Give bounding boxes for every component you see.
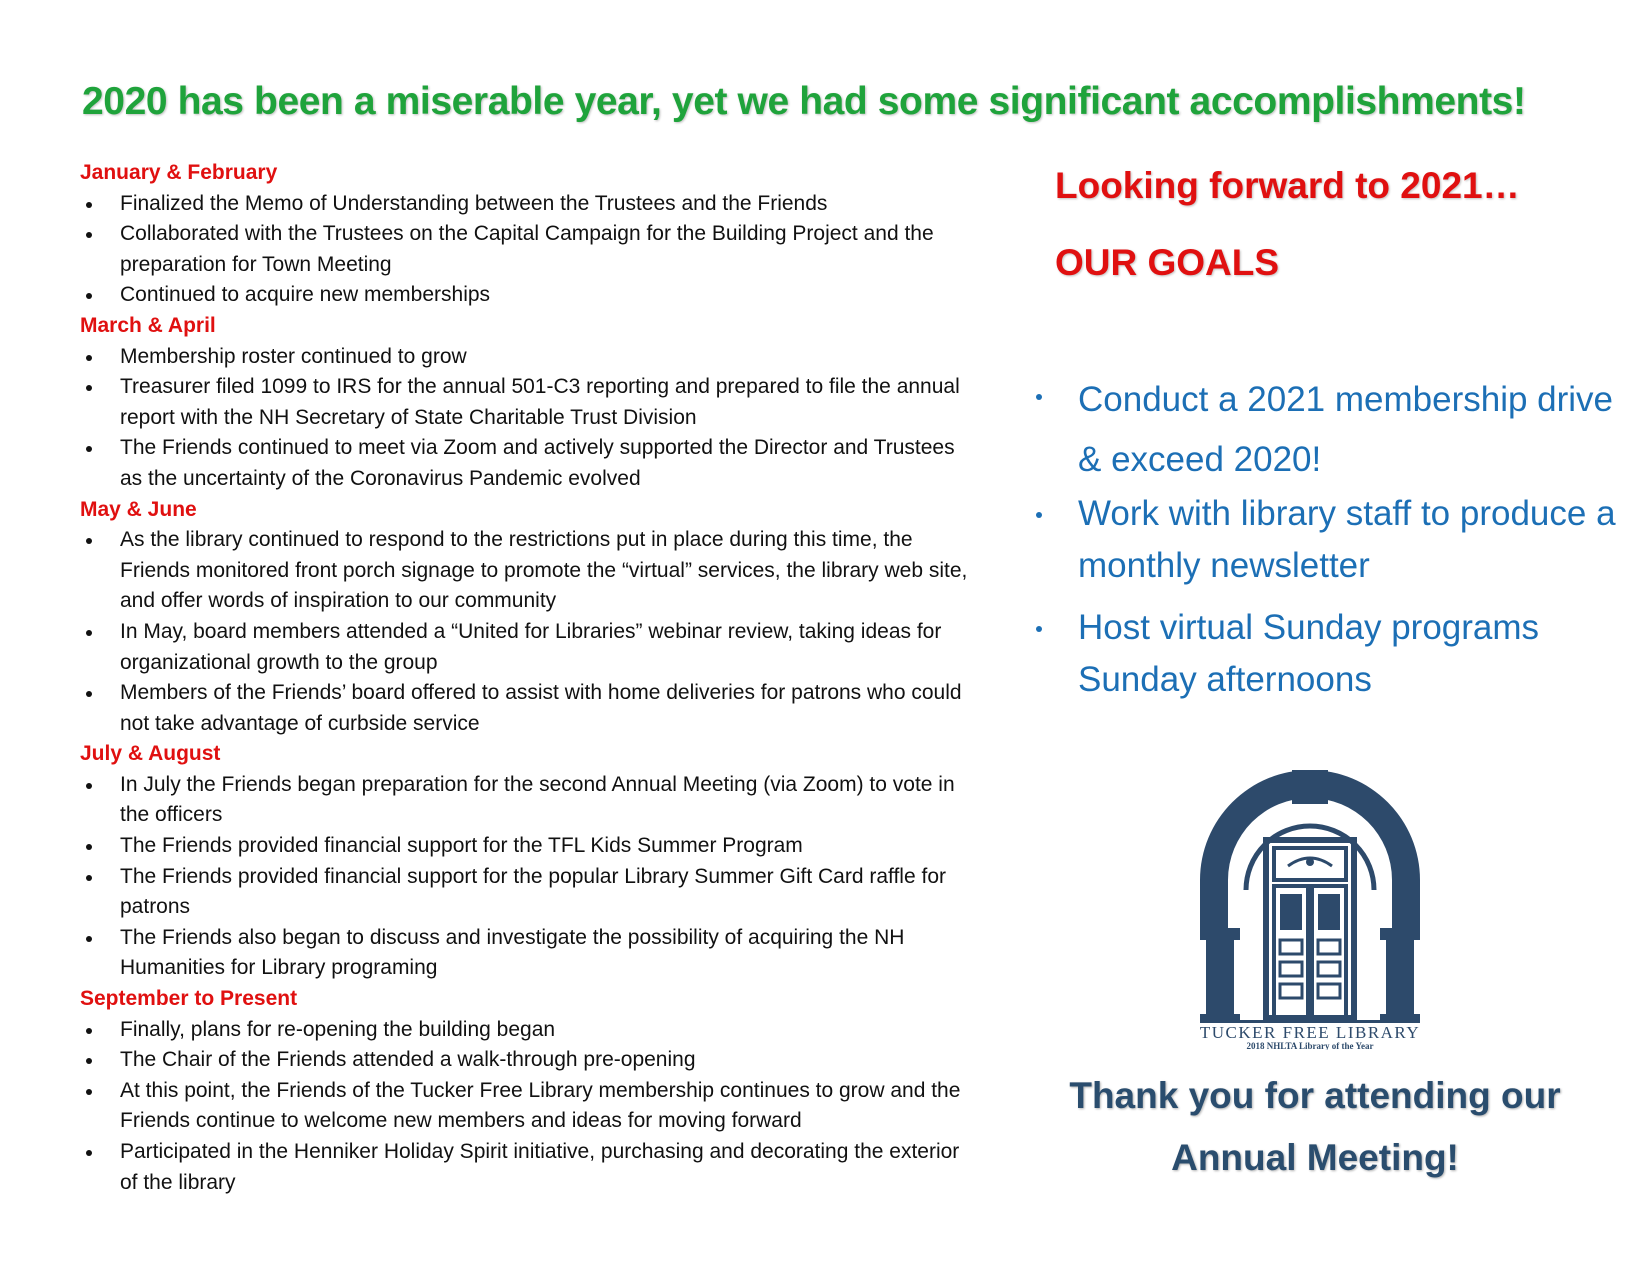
- goal-item: Conduct a 2021 membership drive & exceed 2020!: [1036, 370, 1616, 490]
- page-headline: 2020 has been a miserable year, yet we had some significant accomplishments!: [82, 80, 1526, 123]
- list-item: Collaborated with the Trustees on the Capital Campaign for the Building Project and the preparation for Town Meeting: [80, 219, 980, 280]
- list-item: Finalized the Memo of Understanding between the Trustees and the Friends: [80, 189, 980, 220]
- section-title-may-jun: May & June: [80, 497, 197, 521]
- tucker-free-library-logo: [1200, 770, 1420, 1050]
- goal-item: Host virtual Sunday programs Sunday afternoons: [1036, 602, 1616, 706]
- thank-you-message: [1030, 1065, 1600, 1189]
- list-item: As the library continued to respond to the restrictions put in place during this time, the Friends monitored front porch signage to promote the “virtual” services, the library web site, and offer words of inspiration to our community: [80, 525, 980, 617]
- list-item: Membership roster continued to grow: [80, 342, 980, 373]
- section-title-jan-feb: January & February: [80, 161, 278, 184]
- goals-heading: OUR GOALS: [1055, 242, 1280, 283]
- list-item: The Chair of the Friends attended a walk-through pre-opening: [80, 1045, 980, 1076]
- list-item: Members of the Friends’ board offered to assist with home deliveries for patrons who could not take advantage of curbside service: [80, 678, 980, 739]
- section-list-mar-apr: [80, 342, 980, 495]
- accomplishments-column: [80, 158, 980, 1198]
- section-list-may-jun: [80, 525, 980, 739]
- section-list-jan-feb: [80, 189, 980, 311]
- looking-forward-heading: Looking forward to 2021…: [1055, 165, 1520, 206]
- thank-you-line-2: Annual Meeting!: [1171, 1137, 1459, 1178]
- goal-item: Work with library staff to produce a monthly newsletter: [1036, 488, 1616, 592]
- list-item: The Friends provided financial support for the TFL Kids Summer Program: [80, 831, 980, 862]
- list-item: Continued to acquire new memberships: [80, 280, 980, 311]
- section-title-sep-present: September to Present: [80, 987, 298, 1011]
- list-item: Finally, plans for re-opening the building began: [80, 1015, 980, 1046]
- list-item: The Friends provided financial support for the popular Library Summer Gift Card raffle for patrons: [80, 862, 980, 923]
- library-arch-doorway-icon: [1200, 770, 1420, 1050]
- list-item: The Friends continued to meet via Zoom and actively supported the Director and Trustees as the uncertainty of the Coronavirus Pandemic evolved: [80, 433, 980, 494]
- list-item: Participated in the Henniker Holiday Spirit initiative, purchasing and decorating the exterior of the library: [80, 1137, 980, 1198]
- thank-you-line-1: Thank you for attending our: [1069, 1075, 1561, 1116]
- logo-name: TUCKER FREE LIBRARY: [1200, 1023, 1420, 1042]
- list-item: Treasurer filed 1099 to IRS for the annual 501-C3 reporting and prepared to file the annual report with the NH Secretary of State Charitable Trust Division: [80, 372, 980, 433]
- goals-list: [1036, 370, 1616, 706]
- section-title-mar-apr: March & April: [80, 313, 216, 337]
- list-item: In May, board members attended a “United for Libraries” webinar review, taking ideas for organizational growth to the group: [80, 617, 980, 678]
- list-item: At this point, the Friends of the Tucker Free Library membership continues to grow and the Friends continue to welcome new members and ideas for moving forward: [80, 1076, 980, 1137]
- section-list-jul-aug: [80, 770, 980, 984]
- section-list-sep-present: [80, 1015, 980, 1199]
- section-title-jul-aug: July & August: [80, 742, 221, 766]
- logo-tagline: 2018 NHLTA Library of the Year: [1246, 1041, 1374, 1050]
- list-item: In July the Friends began preparation for the second Annual Meeting (via Zoom) to vote in the officers: [80, 770, 980, 831]
- list-item: The Friends also began to discuss and investigate the possibility of acquiring the NH Humanities for Library programing: [80, 923, 980, 984]
